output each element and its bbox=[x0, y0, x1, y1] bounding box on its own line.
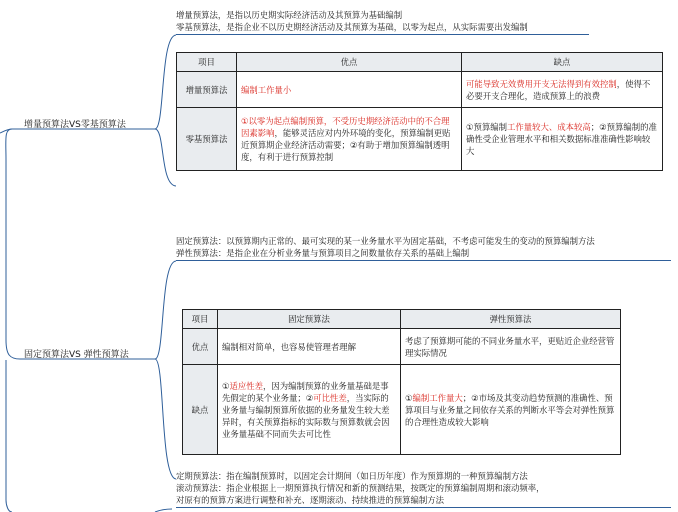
desc-periodic-budget: 定期预算法：指在编制预算时，以固定会计期间（如日历年度）作为预算期的一种预算编制方法 bbox=[176, 471, 528, 481]
col-header-flexible: 弹性预算法 bbox=[401, 310, 621, 329]
row-head-advantages: 优点 bbox=[183, 329, 218, 365]
cell-text: 可能导致无效费用开支无法得到有效控制 bbox=[466, 78, 617, 89]
cell-text: ①以零为起点编制预算，不受历史期经济活动中的不合理因素影响 bbox=[241, 116, 450, 138]
cell-fixed-pros bbox=[218, 329, 401, 365]
cell-text: ，当实际的业务量与编制预算所依据的业务量发生较大差异时，有关预算指标的实际数与预算数就会因业务量基础不同而失去可比性 bbox=[222, 392, 390, 439]
cell-text: ；②市场及其变动趋势预测的准确性、预算项目与业务量之间依存关系的判断水平等会对弹性预算的合理性造成较大影响 bbox=[405, 392, 615, 427]
cell-text: ① bbox=[405, 392, 413, 403]
desc-underline bbox=[176, 260, 671, 261]
cell-text: 编制工作量小 bbox=[241, 84, 292, 95]
table-incremental-vs-zero-based bbox=[176, 52, 663, 171]
col-header-pros: 优点 bbox=[237, 53, 462, 72]
desc-rolling-budget-cont: 对原有的预算方案进行调整和补充、逐期滚动、持续推进的预算编制方法 bbox=[176, 495, 444, 505]
cell-text: 可比性差 bbox=[313, 392, 347, 403]
cell-text: ；②预算编制的准确性受企业管理水平和相关数据标准准确性影响较大 bbox=[466, 122, 657, 156]
cell-incremental-cons bbox=[462, 72, 663, 108]
cell-text: ，使得不必要开支合理化，造成预算上的浪费 bbox=[466, 78, 651, 101]
cell-fixed-cons bbox=[218, 365, 401, 455]
node-incremental-vs-zero-based: 增量预算法VS零基预算法 bbox=[24, 120, 126, 130]
cell-zero-based-pros bbox=[237, 108, 462, 171]
cell-flexible-pros bbox=[401, 329, 621, 365]
cell-text: 编制相对简单，也容易使管理者理解 bbox=[222, 341, 356, 352]
cell-zero-based-cons bbox=[462, 108, 663, 171]
desc-incremental-budget: 增量预算法，是指以历史期实际经济活动及其预算为基础编制 bbox=[176, 10, 403, 20]
col-header-item: 项目 bbox=[177, 53, 237, 72]
node-fixed-vs-flexible: 固定预算法VS 弹性预算法 bbox=[24, 350, 129, 360]
cell-text: 编制工作量大 bbox=[412, 392, 463, 403]
cell-text: ①预算编制 bbox=[466, 122, 508, 132]
col-header-fixed: 固定预算法 bbox=[218, 310, 401, 329]
cell-text: 考虑了预算期可能的不同业务量水平，更贴近企业经营管理实际情况 bbox=[405, 335, 615, 358]
cell-text: 工作量较大、成本较高 bbox=[507, 122, 591, 132]
desc-underline bbox=[176, 34, 589, 35]
table-fixed-vs-flexible bbox=[182, 309, 621, 455]
desc-rolling-budget: 滚动预算法：指企业根据上一期预算执行情况和新的预测结果，按既定的预算编制周期和滚动频率， bbox=[176, 483, 545, 493]
cell-flexible-cons bbox=[401, 365, 621, 455]
cell-text: 适应性差 bbox=[229, 380, 264, 391]
row-head-incremental: 增量预算法 bbox=[177, 72, 237, 108]
cell-text: ，能够灵活应对内外环境的变化，预算编制更贴近预算期企业经济活动需要；②有助于增加预算编制透明度，有利于进行预算控制 bbox=[241, 128, 451, 162]
row-head-zero-based: 零基预算法 bbox=[177, 108, 237, 171]
desc-fixed-budget: 固定预算法：以预算期内正常的、最可实现的某一业务量水平为固定基础，不考虑可能发生的变动的预算编制方法 bbox=[176, 236, 595, 246]
col-header-cons: 缺点 bbox=[462, 53, 663, 72]
desc-zero-based-budget: 零基预算法，是指企业不以历史期经济活动及其预算为基础，以零为起点，从实际需要出发编制 bbox=[176, 22, 528, 32]
cell-text: ，因为编制预算的业务量基础是事先假定的某个业务量；② bbox=[222, 380, 389, 403]
desc-flexible-budget: 弹性预算法：是指企业在分析业务量与预算项目之间数量依存关系的基础上编制 bbox=[176, 248, 470, 258]
cell-text: ① bbox=[222, 380, 230, 391]
cell-incremental-pros bbox=[237, 72, 462, 108]
row-head-disadvantages: 缺点 bbox=[183, 365, 218, 455]
col-header-item: 项目 bbox=[183, 310, 218, 329]
desc-underline bbox=[176, 507, 671, 508]
